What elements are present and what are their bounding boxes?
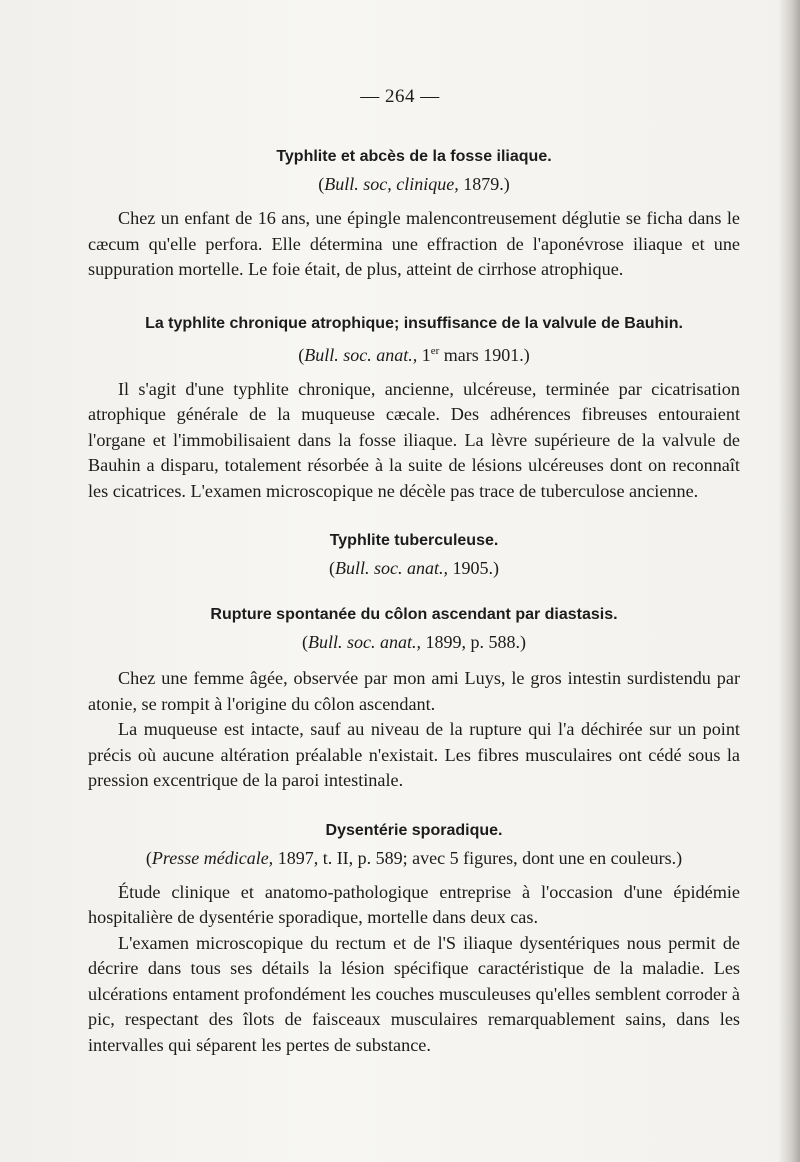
source-details: 1899, p. 588.) <box>421 632 526 652</box>
section-rupture-colon <box>88 604 740 794</box>
source-publication: Bull. soc. anat., <box>304 344 418 365</box>
paragraph: Il s'agit d'une typhlite chronique, ancienne, ulcéreuse, terminée par cicatrisation atrophique générale de la muqueuse cæcale. Des adhérences fibreuses entouraient l'organe et l'immobilisaient dans la fosse iliaque. La lèvre supérieure de la valvule de Bauhin a disparu, totalement résorbée à la suite de lésions ulcéreuses dont on reconnaît les cicatrices. L'examen microscopique ne décèle pas trace de tuberculose ancienne. <box>88 378 740 501</box>
section-heading: La typhlite chronique atrophique; insuffisance de la valvule de Bauhin. <box>145 314 683 332</box>
section-heading: Typhlite tuberculeuse. <box>329 532 499 549</box>
paragraph: Chez une femme âgée, observée par mon ami Luys, le gros intestin surdistendu par atonie, se rompit à l'origine du côlon ascendant. <box>88 668 740 714</box>
source-details-pre: 1 <box>417 344 431 365</box>
section-typhlite-tuberculeuse <box>88 530 740 580</box>
source-publication: Bull. soc, clinique, <box>324 174 459 194</box>
paragraph: La muqueuse est intacte, sauf au niveau de la rupture qui l'a déchirée sur un point précis où aucune altération préalable n'existait. Les fibres musculaires ont cédé sous la pression excentrique de la paroi intestinale. <box>88 719 740 790</box>
section-source: (Bull. soc, clinique, 1879.) <box>318 174 510 194</box>
section-source: (Bull. soc. anat., 1899, p. 588.) <box>302 632 526 652</box>
source-details: 1879.) <box>458 174 510 194</box>
section-source: (Bull. soc. anat., 1905.) <box>329 558 499 578</box>
section-heading: Dysentérie sporadique. <box>325 821 503 839</box>
source-publication: Bull. soc. anat., <box>308 632 421 652</box>
section-heading: Rupture spontanée du côlon ascendant par diastasis. <box>210 606 618 623</box>
paragraph: Étude clinique et anatomo-pathologique entreprise à l'occasion d'une épidémie hospitalière de dysentérie sporadique, mortelle dans deux cas. <box>88 881 740 927</box>
source-publication: Bull. soc. anat., <box>335 558 448 578</box>
paragraph: L'examen microscopique du rectum et de l'S iliaque dysentériques nous permit de décrire dans tous ses détails la lésion spécifique caractéristique de la maladie. Les ulcérations entament profondément les couches musculeuses qu'elles semblent corroder à pic, respectant des îlots de faisceaux musculaires remarquablement sains, dans les intervalles qui séparent les pertes de substance. <box>88 932 740 1055</box>
page-number: — 264 — <box>360 86 440 107</box>
paragraph: Chez un enfant de 16 ans, une épingle malencontreusement déglutie se ficha dans le cæcum qu'elle perfora. Elle détermina une effraction de l'aponévrose iliaque et une suppuration mortelle. Le foie était, de plus, atteint de cirrhose atrophique. <box>88 208 740 279</box>
source-details: 1897, t. II, p. 589; avec 5 figures, dont une en couleurs.) <box>273 847 683 868</box>
page-content <box>88 146 740 1058</box>
section-typhlite-abces <box>88 146 740 283</box>
section-typhlite-chronique <box>88 313 740 505</box>
source-publication: Presse médicale, <box>151 847 274 868</box>
source-details: 1905.) <box>448 558 499 578</box>
binding-shadow <box>778 0 800 1162</box>
source-details: mars 1901.) <box>439 344 530 365</box>
section-heading: Typhlite et abcès de la fosse iliaque. <box>276 148 552 165</box>
section-dysenterie <box>88 820 740 1059</box>
section-source: (Presse médicale, 1897, t. II, p. 589; avec 5 figures, dont une en couleurs.) <box>145 847 683 868</box>
section-source: (Bull. soc. anat., 1er mars 1901.) <box>298 344 530 365</box>
source-superscript: er <box>430 344 440 357</box>
